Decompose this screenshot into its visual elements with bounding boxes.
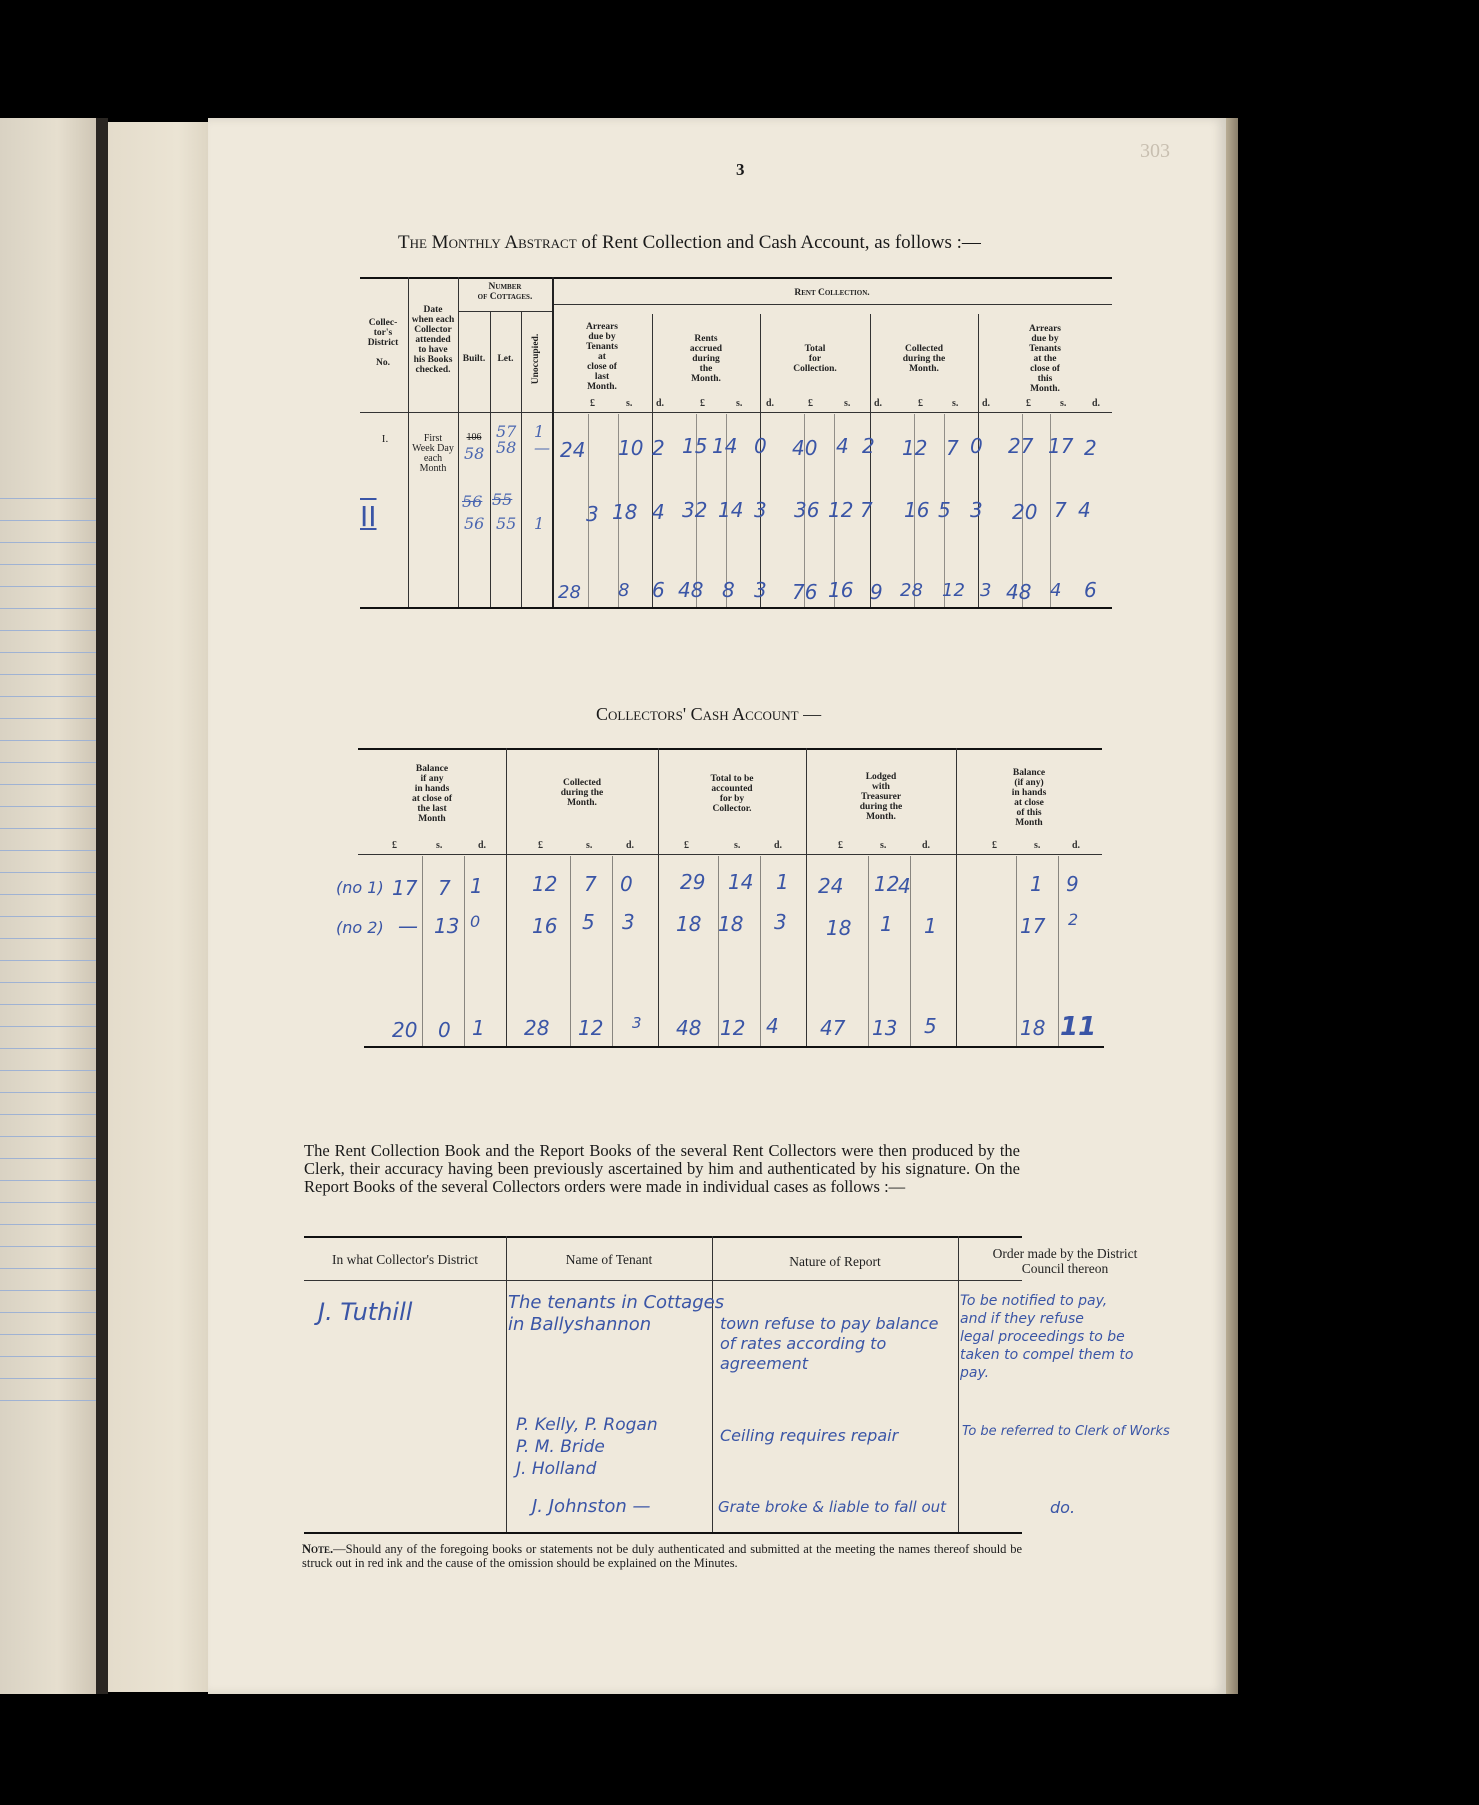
cell: 12 — [942, 580, 965, 601]
report-nature: Grate broke & liable to fall out — [718, 1498, 947, 1516]
cell: 32 — [682, 498, 708, 522]
cell: 1 — [776, 870, 789, 894]
cell: 6 — [1084, 578, 1097, 602]
unit: d. — [656, 398, 665, 409]
cell: 48 — [678, 578, 704, 602]
cell: 5 — [582, 910, 595, 934]
cell: 47 — [820, 1016, 846, 1040]
cell: 9 — [870, 580, 883, 604]
tenant-name: P. Kelly, P. Rogan P. M. Bride J. Holland — [516, 1415, 658, 1479]
unit: d. — [922, 840, 931, 851]
unit: s. — [436, 840, 443, 851]
built-struck: 56 — [462, 492, 483, 511]
council-order: To be referred to Clerk of Works — [962, 1424, 1170, 1439]
cell: 14 — [728, 870, 754, 894]
header-collected: Collected during the Month. — [902, 344, 946, 374]
unit: £ — [918, 398, 923, 409]
tenant-name: The tenants in Cottages in Ballyshannon — [508, 1292, 725, 1335]
cell: 3 — [980, 580, 992, 601]
cell: 14 — [712, 434, 738, 458]
cell: 76 — [792, 580, 818, 604]
unit: s. — [626, 398, 633, 409]
footnote — [302, 1542, 1022, 1570]
cell: 28 — [524, 1016, 550, 1040]
cell: 6 — [652, 578, 665, 602]
unit: s. — [736, 398, 743, 409]
cell: 7 — [438, 876, 451, 900]
page-edge — [1226, 118, 1238, 1694]
unit: s. — [880, 840, 887, 851]
cell: 1 — [880, 912, 893, 936]
header-tenant: Name of Tenant — [565, 1252, 653, 1267]
unit: £ — [700, 398, 705, 409]
unit: £ — [392, 840, 397, 851]
cell: 4 — [898, 874, 911, 898]
cell: 1 — [470, 874, 483, 898]
unit: s. — [1060, 398, 1067, 409]
cash-title-caps: Collectors' Cash Account — [596, 704, 799, 724]
cell: 0 — [970, 434, 983, 458]
cell: 3 — [586, 502, 599, 526]
cell: 3 — [970, 498, 983, 522]
cell: 7 — [860, 498, 873, 522]
header-cottages: Number of Cottages. — [477, 282, 533, 302]
unit: £ — [684, 840, 689, 851]
cell: 5 — [938, 498, 951, 522]
folio-number: 303 — [1140, 140, 1170, 162]
note-label: Note. — [302, 1542, 334, 1556]
header-unoccupied: Unoccupied. — [531, 333, 541, 385]
abstract-title-rest: of Rent Collection and Cash Account, as follows :— — [576, 232, 981, 253]
unit: d. — [982, 398, 991, 409]
unit: d. — [478, 840, 487, 851]
header-rent-collection: Rent Collection. — [794, 288, 870, 298]
cell: 2 — [862, 434, 875, 458]
built-count: 56 — [464, 514, 485, 533]
header-built: Built. — [462, 354, 486, 364]
cell: 17 — [1048, 434, 1074, 458]
cell: 0 — [470, 912, 481, 931]
check-date: First Week Day each Month — [412, 433, 454, 474]
unit: £ — [992, 840, 997, 851]
unit: d. — [766, 398, 775, 409]
header-collected: Collected during the Month. — [560, 778, 604, 808]
cell: 48 — [676, 1016, 702, 1040]
unit: s. — [1034, 840, 1041, 851]
council-order: do. — [1050, 1498, 1076, 1517]
cell: 15 — [682, 434, 708, 458]
cell: 3 — [632, 1014, 642, 1032]
cell: 4 — [652, 500, 665, 524]
header-let: Let. — [497, 354, 514, 364]
report-nature: Ceiling requires repair — [720, 1426, 899, 1445]
unit: £ — [538, 840, 543, 851]
cell: 4 — [766, 1014, 779, 1038]
row-label: (no 2) — [336, 918, 384, 937]
cell: 18 — [826, 916, 852, 940]
cell: 20 — [392, 1018, 418, 1042]
let-struck: 55 — [492, 490, 513, 509]
header-collector-district: In what Collector's District — [331, 1252, 479, 1267]
cell: 7 — [584, 872, 597, 896]
cell: 1 — [1030, 872, 1043, 896]
unit: £ — [838, 840, 843, 851]
book-gutter — [96, 118, 108, 1694]
cell: 13 — [434, 914, 460, 938]
built-struck: 106 — [466, 432, 482, 443]
district-no: I. — [381, 433, 389, 445]
unoccupied-count: 1 — [534, 514, 545, 533]
cell: 29 — [680, 870, 706, 894]
header-balance-last: Balance if any in hands at close of the last Month — [411, 764, 453, 824]
cell: 12 — [874, 872, 900, 896]
cell: 28 — [558, 582, 581, 603]
binding-stub — [108, 122, 210, 1692]
header-lodged: Lodged with Treasurer during the Month. — [859, 772, 903, 822]
collector-district: J. Tuthill — [318, 1298, 413, 1326]
cell: 0 — [754, 434, 767, 458]
unoccupied-count: 1 — — [534, 422, 550, 457]
cell: 13 — [872, 1016, 898, 1040]
cell: 18 — [1020, 1016, 1046, 1040]
cell: 16 — [904, 498, 930, 522]
header-date: Date when each Collector attended to have his Books checked. — [411, 305, 455, 375]
cell: 8 — [722, 578, 735, 602]
cell: 17 — [1020, 914, 1046, 938]
abstract-title-caps: The Monthly Abstract — [398, 232, 577, 253]
unit: £ — [590, 398, 595, 409]
cell: 18 — [612, 500, 638, 524]
header-district: Collec- tor's District No. — [367, 318, 399, 368]
cell: 3 — [622, 910, 635, 934]
report-nature: town refuse to pay balance of rates according to agreement — [720, 1314, 939, 1373]
note-text: —Should any of the foregoing books or statements not be duly authenticated and submitted at the meeting the names thereof should be struck out in red ink and the cause of the omission should be explained on the Minutes. — [302, 1542, 1022, 1570]
unit: s. — [734, 840, 741, 851]
cell: 7 — [946, 436, 959, 460]
cell: 4 — [836, 434, 849, 458]
cell: 40 — [792, 436, 818, 460]
cell: 12 — [578, 1016, 604, 1040]
unit: £ — [808, 398, 813, 409]
page-number: 3 — [736, 160, 745, 179]
unit: s. — [844, 398, 851, 409]
cell: 4 — [1078, 498, 1091, 522]
header-arrears-last: Arrears due by Tenants at close of last Month. — [585, 322, 618, 392]
cell: 1 — [472, 1016, 485, 1040]
built-count: 58 — [464, 444, 485, 463]
cell: 16 — [532, 914, 558, 938]
let-count: 57 58 — [496, 422, 517, 457]
cell: 5 — [924, 1014, 937, 1038]
unit: £ — [1026, 398, 1031, 409]
cell: 2 — [1068, 910, 1079, 929]
cell: 11 — [1060, 1012, 1097, 1042]
unit: d. — [874, 398, 883, 409]
cell: 18 — [676, 912, 702, 936]
header-rents-accrued: Rents accrued during the Month. — [689, 334, 723, 384]
cell: 4 — [1050, 580, 1062, 601]
cell: 0 — [438, 1018, 451, 1042]
cell: 24 — [818, 874, 844, 898]
cell: 7 — [1054, 498, 1067, 522]
cell: 12 — [532, 872, 558, 896]
header-order: Order made by the District Council thereon — [992, 1246, 1138, 1276]
cell: 12 — [902, 436, 928, 460]
cell: 24 — [560, 438, 586, 462]
cell: 17 — [392, 876, 418, 900]
cell: 3 — [754, 578, 767, 602]
header-total-collection: Total for Collection. — [793, 344, 837, 374]
cell: 3 — [754, 498, 767, 522]
cell: 16 — [828, 578, 854, 602]
cell: 0 — [620, 872, 633, 896]
cell: 1 — [924, 914, 937, 938]
district-no: II — [360, 500, 377, 533]
unit: s. — [586, 840, 593, 851]
cell: 28 — [900, 580, 923, 601]
unit: d. — [1092, 398, 1101, 409]
header-arrears-this: Arrears due by Tenants at the close of this Month. — [1028, 324, 1061, 394]
cell: 3 — [774, 910, 787, 934]
cell: 14 — [718, 498, 744, 522]
unit: d. — [1072, 840, 1081, 851]
cell: 2 — [652, 436, 665, 460]
header-nature: Nature of Report — [789, 1254, 881, 1269]
tenant-name: J. Johnston — — [532, 1496, 651, 1517]
cell: 10 — [618, 436, 644, 460]
cash-account-title — [596, 704, 821, 725]
cell: 36 — [794, 498, 820, 522]
cell: — — [398, 914, 418, 938]
cell: 20 — [1012, 500, 1038, 524]
unit: d. — [774, 840, 783, 851]
cell: 2 — [1084, 436, 1097, 460]
cell: 48 — [1006, 580, 1032, 604]
header-balance-now: Balance (if any) in hands at close of this Month — [1011, 768, 1047, 828]
report-paragraph: The Rent Collection Book and the Report Books of the several Rent Collectors were then produced by the Clerk, their accuracy having been previously ascertained by him and authenticated by his signature. On the Report Books of the several Collectors orders were made in individual cases as follows :— — [304, 1141, 1020, 1196]
cell: 8 — [618, 580, 630, 601]
unit: d. — [626, 840, 635, 851]
cell: 27 — [1008, 434, 1034, 458]
council-order: To be notified to pay, and if they refuse legal proceedings to be taken to compel them to pay. — [960, 1293, 1134, 1381]
cell: 9 — [1066, 872, 1079, 896]
cell: 18 — [718, 912, 744, 936]
row-label: (no 1) — [336, 878, 384, 897]
unit: s. — [952, 398, 959, 409]
cell: 12 — [720, 1016, 746, 1040]
ledger-page — [208, 118, 1226, 1694]
left-page — [0, 118, 96, 1694]
let-count: 55 — [496, 514, 517, 533]
cell: 12 — [828, 498, 854, 522]
header-total-accounted: Total to be accounted for by Collector. — [710, 774, 754, 814]
cash-title-rest: — — [798, 704, 822, 724]
abstract-title — [398, 232, 981, 254]
